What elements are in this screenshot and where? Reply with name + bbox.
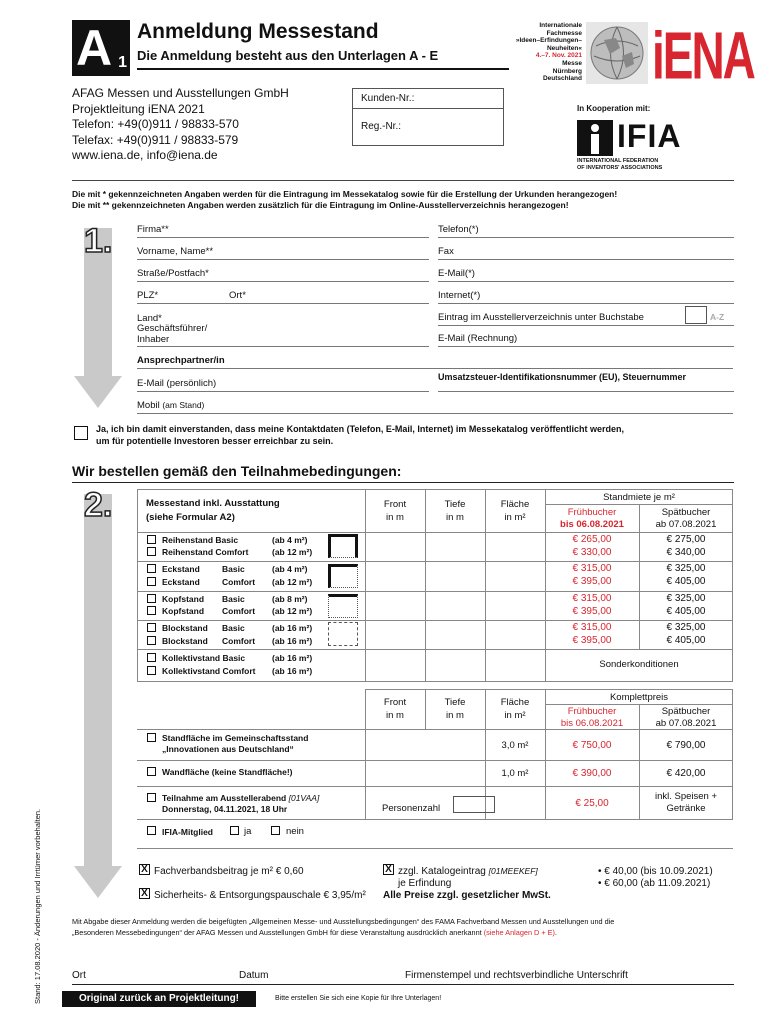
col-komplettpreis: Komplettpreis (609, 692, 669, 703)
blockstand-basic-checkbox[interactable] (147, 623, 156, 632)
brand-logo: iENA (652, 17, 754, 93)
fair-date: 4.–7. Nov. 2021 (535, 52, 582, 60)
gemeinschaftsstand-area: 3,0 m² (501, 740, 529, 751)
side-note: Stand: 17.08.2020 - Änderungen und Irrtümer vorbehalten. (33, 808, 42, 1004)
eckstand-basic-label: Eckstand (162, 564, 200, 574)
title-underline (137, 68, 509, 70)
kollektivstand-comfort-label: Kollektivstand Comfort (162, 666, 256, 676)
cooperation-label: In Kooperation mit: (577, 104, 651, 113)
table-title: Messestand inkl. Ausstattung (146, 498, 280, 509)
kollektivstand-basic-checkbox[interactable] (147, 653, 156, 662)
stand-flaeche-input[interactable] (486, 533, 544, 681)
reihenstand-comfort-label: Reihenstand Comfort (162, 547, 249, 557)
wandflaeche-area: 1,0 m² (501, 768, 529, 779)
internet-label: Internet(*) (438, 290, 481, 301)
telefon-field[interactable] (438, 237, 734, 238)
firma-label: Firma** (137, 224, 169, 235)
ausstellerabend-checkbox[interactable] (147, 793, 156, 802)
price-fruh-reihe-basic: € 265,00 (572, 534, 612, 545)
wandflaeche-price-fruh: € 390,00 (572, 768, 612, 779)
ust-label: Umsatzsteuer-Identifikationsnummer (EU), Steuernummer (438, 372, 687, 382)
katalog-sub: je Erfindung (398, 878, 452, 889)
col-standmiete: Standmiete je m² (603, 492, 675, 503)
land-label: Land* (137, 313, 162, 324)
office-box (352, 88, 504, 146)
geschaeftsfuehrer-label: Geschäftsführer/ Inhaber (137, 323, 208, 345)
blockstand-basic-label: Blockstand (162, 623, 208, 633)
section1-number: 1. (84, 222, 113, 260)
price-spat-eck-comfort: € 405,00 (666, 576, 706, 587)
signature-line[interactable] (72, 984, 734, 985)
kopfstand-basic-label: Kopfstand (162, 594, 205, 604)
price-fruh-block-comfort: € 395,00 (572, 635, 612, 646)
price-fruh-reihe-comfort: € 330,00 (572, 547, 612, 558)
email-label: E-Mail(*) (438, 268, 475, 279)
email-persoenlich-label: E-Mail (persönlich) (137, 378, 217, 389)
telefon-label: Telefon(*) (438, 224, 479, 235)
ifia-emblem-icon (577, 120, 613, 156)
section2-arrow-icon (84, 494, 112, 868)
eckstand-comfort-label: Eckstand (162, 577, 200, 587)
ausstellerabend-label: Teilnahme am Ausstellerabend [01VAA] Donnerstag, 04.11.2021, 18 Uhr (162, 793, 320, 814)
gemeinschaftsstand-price-fruh: € 750,00 (572, 740, 612, 751)
ifia-mitglied-label: IFIA-Mitglied (162, 827, 213, 837)
strasse-field[interactable] (137, 281, 429, 282)
ausstellerabend-incl: inkl. Speisen + Getränke (654, 791, 718, 814)
wandflaeche-label: Wandfläche (keine Standfläche!) (162, 767, 293, 777)
kunden-nr-label: Kunden-Nr.: (361, 93, 415, 104)
blockstand-comfort-label: Blockstand (162, 636, 208, 646)
wandflaeche-price-spat: € 420,00 (666, 768, 706, 779)
personenzahl-label: Personenzahl (382, 803, 441, 814)
strasse-label: Straße/Postfach* (137, 268, 209, 279)
reihenstand-icon (328, 534, 358, 558)
eintrag-label: Eintrag im Ausstellerverzeichnis unter Buchstabe (438, 312, 644, 323)
blockstand-icon (328, 622, 358, 646)
price-spat-kopf-comfort: € 405,00 (666, 606, 706, 617)
consent-checkbox[interactable] (74, 426, 88, 440)
kollektivstand-comfort-checkbox[interactable] (147, 666, 156, 675)
kopfstand-comfort-label: Kopfstand (162, 606, 205, 616)
terms-anlagen: (siehe Anlagen D + E) (483, 927, 555, 937)
form-letter: A (76, 20, 113, 76)
col-flaeche: Fläche in m² (500, 499, 530, 523)
fax-field[interactable] (438, 259, 734, 260)
terms-text: Mit Abgabe dieser Anmeldung werden die beigefügten „Allgemeinen Messe- und Ausstellungsbedingungen“ des FAMA Fachverband Messen und Ausstellungen und die „Besonderen Messebedingungen“ der AFAG Messen und Ausstellungen GmbH für diese Veranstaltung ausdrücklich anerkannt (siehe Anlagen D + E). (72, 917, 615, 937)
ifia-ja-checkbox[interactable] (230, 826, 239, 835)
kollektivstand-basic-label: Kollektivstand Basic (162, 653, 246, 663)
reihenstand-basic-checkbox[interactable] (147, 535, 156, 544)
mobil-label: Mobil (am Stand) (137, 400, 205, 411)
gemeinschaftsstand-price-spat: € 790,00 (666, 740, 706, 751)
ifia-nein-label: nein (286, 826, 304, 837)
plz-label: PLZ* (137, 290, 159, 301)
sicherheit-checked[interactable]: X (139, 888, 150, 899)
price-spat-reihe-basic: € 275,00 (666, 534, 706, 545)
order-heading: Wir bestellen gemäß den Teilnahmebedingungen: (72, 463, 402, 479)
mwst-note: Alle Preise zzgl. gesetzlicher MwSt. (383, 890, 551, 901)
kopfstand-comfort-checkbox[interactable] (147, 606, 156, 615)
col-front: Front in m (383, 499, 407, 523)
firma-field[interactable] (137, 237, 429, 238)
email-rechnung-label: E-Mail (Rechnung) (438, 333, 518, 344)
buchstabe-input[interactable] (685, 306, 707, 324)
price-spat-eck-basic: € 325,00 (666, 563, 706, 574)
kopfstand-icon (328, 594, 358, 618)
col-fruehbucher: Frühbucher bis 06.08.2021 (560, 507, 624, 530)
sonderkonditionen: Sonderkonditionen (599, 659, 679, 670)
blockstand-comfort-checkbox[interactable] (147, 636, 156, 645)
reihenstand-comfort-checkbox[interactable] (147, 547, 156, 556)
page-subtitle: Die Anmeldung besteht aus den Unterlagen A - E (137, 48, 439, 63)
price-spat-block-comfort: € 405,00 (666, 635, 706, 646)
kopfstand-basic-checkbox[interactable] (147, 594, 156, 603)
name-label: Vorname, Name** (137, 246, 214, 257)
kunden-nr-field[interactable] (353, 108, 503, 118)
email-persoenlich-field[interactable] (137, 391, 429, 392)
mobil-field[interactable] (137, 413, 733, 414)
ausstellerabend-price: € 25,00 (575, 798, 609, 809)
personenzahl-input[interactable] (453, 796, 495, 813)
ifia-logo: IFIA INTERNATIONAL FEDERATION OF INVENTORS' ASSOCIATIONS (577, 118, 682, 171)
consent-text: Ja, ich bin damit einverstanden, dass meine Kontaktdaten (Telefon, E-Mail, Internet) im Messekatalog veröffentlicht werden, um für potentielle Investoren besser erreichbar zu sein. (96, 424, 624, 446)
col-spaetbucher: Spätbucher ab 07.08.2021 (655, 507, 717, 530)
return-original-banner: Original zurück an Projektleitung! (62, 991, 256, 1007)
price-fruh-eck-basic: € 315,00 (572, 563, 612, 574)
ansprechpartner-label: Ansprechpartner/in (137, 355, 225, 366)
price-fruh-kopf-comfort: € 395,00 (572, 606, 612, 617)
az-hint: A-Z (710, 312, 725, 322)
sicherheit-label: Sicherheits- & Entsorgungspauschale € 3,95/m² (154, 890, 366, 901)
contact-block: AFAG Messen und Ausstellungen GmbH Projektleitung iENA 2021 Telefon: +49(0)911 / 98833-570 Telefax: +49(0)911 / 98833-579 www.iena.de, info@iena.de (72, 86, 289, 162)
gemeinschaftsstand-label: Standfläche im Gemeinschaftsstand „Innovationen aus Deutschland“ (162, 733, 309, 754)
katalog-checked[interactable]: X (383, 864, 394, 875)
datum-signature-label: Datum (239, 970, 269, 981)
fachverband-checked[interactable]: X (139, 864, 150, 875)
fachverband-label: Fachverbandsbeitrag je m² € 0,60 (154, 866, 304, 877)
copy-note: Bitte erstellen Sie sich eine Kopie für Ihre Unterlagen! (275, 995, 442, 1002)
fax-label: Fax (438, 246, 454, 257)
wandflaeche-checkbox[interactable] (147, 767, 156, 776)
form-letter-sub: 1 (118, 54, 127, 71)
page-title: Anmeldung Messestand (137, 20, 379, 43)
price-spat-block-basic: € 325,00 (666, 622, 706, 633)
katalog-price-1: • € 40,00 (bis 10.09.2021) (598, 866, 713, 877)
section2-number: 2. (84, 486, 113, 524)
price-fruh-eck-comfort: € 395,00 (572, 576, 612, 587)
ort-signature-label: Ort (72, 970, 86, 981)
price-spat-kopf-basic: € 325,00 (666, 593, 706, 604)
fair-info: Internationale Fachmesse »Ideen–Erfindungen– Neuheiten« 4.–7. Nov. 2021 Messe Nürnberg Deutschland (500, 22, 582, 83)
ust-field[interactable] (438, 391, 734, 392)
stempel-signature-label: Firmenstempel und rechtsverbindliche Unterschrift (405, 970, 628, 981)
land-field[interactable] (137, 346, 429, 347)
eckstand-icon (328, 564, 358, 588)
price-fruh-block-basic: € 315,00 (572, 622, 612, 633)
gemeinschaftsstand-checkbox[interactable] (147, 733, 156, 742)
ifia-nein-checkbox[interactable] (271, 826, 280, 835)
name-field[interactable] (137, 259, 429, 260)
reg-nr-label: Reg.-Nr.: (361, 121, 402, 132)
table-subtitle: (siehe Formular A2) (146, 512, 235, 523)
katalog-price-2: • € 60,00 (ab 11.09.2021) (598, 878, 711, 889)
eckstand-comfort-checkbox[interactable] (147, 577, 156, 586)
ansprechpartner-field[interactable] (137, 368, 733, 369)
email-rechnung-field[interactable] (438, 346, 734, 347)
price-fruh-kopf-basic: € 315,00 (572, 593, 612, 604)
katalog-label: zzgl. Katalogeintrag [01MEEKEF] (398, 866, 538, 877)
internet-field[interactable] (438, 303, 734, 304)
plz-ort-field[interactable] (137, 303, 429, 304)
email-field[interactable] (438, 281, 734, 282)
eckstand-basic-checkbox[interactable] (147, 564, 156, 573)
ifia-mitglied-checkbox[interactable] (147, 826, 156, 835)
col-tiefe: Tiefe in m (444, 499, 466, 523)
reihenstand-basic-label: Reihenstand Basic (162, 535, 239, 545)
form-letter-badge (72, 20, 130, 76)
ort-label: Ort* (229, 290, 246, 301)
price-spat-reihe-comfort: € 340,00 (666, 547, 706, 558)
notice-text: Die mit * gekennzeichneten Angaben werden für die Eintragung im Messekatalog sowie für die Erstellung der Urkunden herangezogen! Die mit ** gekennzeichneten Angaben werden zusätzlich für die Eintragung im Online-Ausstellerverzeichnis herangezogen! (72, 189, 618, 210)
stand-front-input[interactable] (366, 533, 424, 681)
ifia-ja-label: ja (244, 826, 252, 837)
stand-tiefe-input[interactable] (426, 533, 484, 681)
notice-rule-top (72, 180, 734, 181)
globe-logo-icon (586, 22, 648, 84)
